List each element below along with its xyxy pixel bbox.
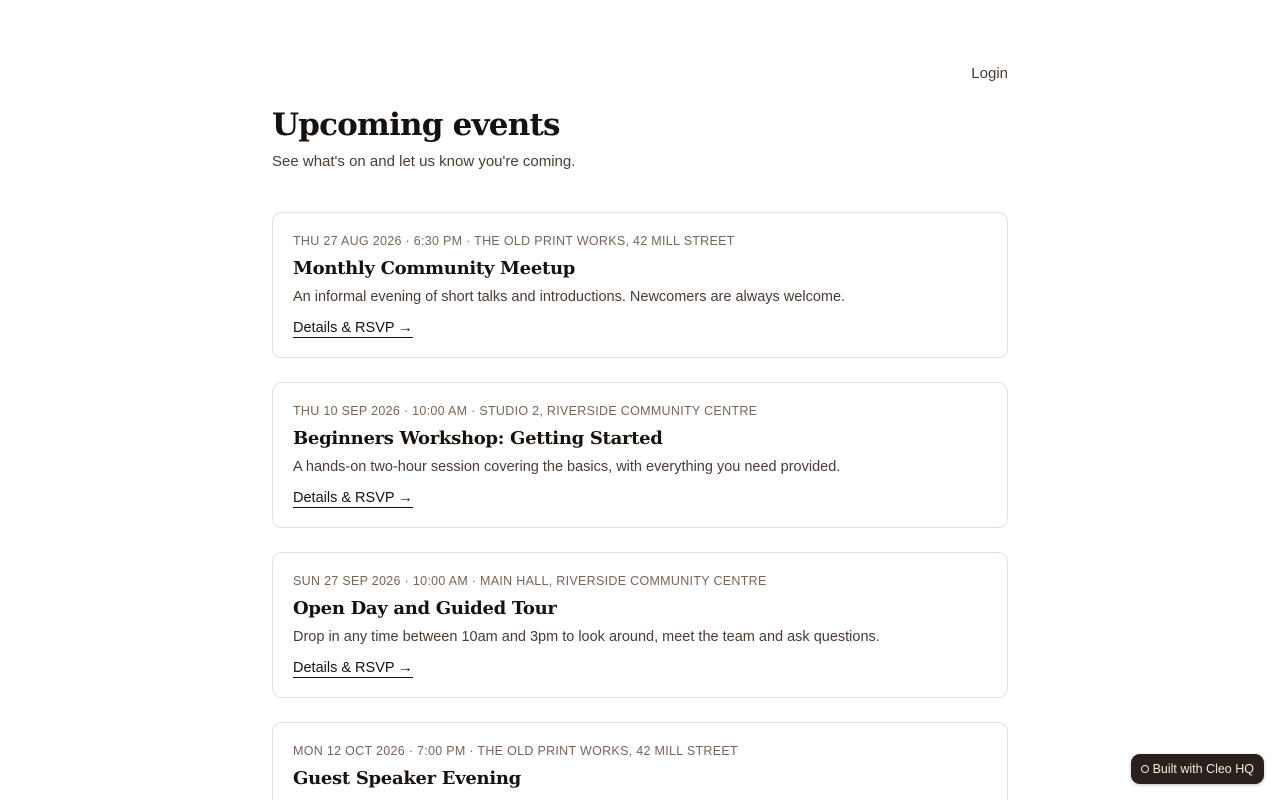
circle-icon [1141,765,1149,773]
event-title: Beginners Workshop: Getting Started [293,428,663,449]
details-rsvp-link[interactable]: Details & RSVP → [293,320,413,336]
event-card [272,552,1008,698]
event-card [272,722,1008,800]
event-meta: MON 12 OCT 2026 · 7:00 PM · THE OLD PRINT WORKS, 42 MILL STREET [293,744,738,758]
event-title: Guest Speaker Evening [293,768,521,789]
top-bar [272,0,1008,96]
page-container [272,0,1008,789]
page-title: Upcoming events [272,107,560,143]
event-meta: SUN 27 SEP 2026 · 10:00 AM · MAIN HALL, RIVERSIDE COMMUNITY CENTRE [293,574,767,588]
event-list [272,212,1008,800]
login-link[interactable]: Login [971,65,1008,82]
page-subtitle: See what's on and let us know you're coming. [272,153,576,170]
details-rsvp-link[interactable]: Details & RSVP → [293,490,413,506]
event-meta: THU 27 AUG 2026 · 6:30 PM · THE OLD PRINT WORKS, 42 MILL STREET [293,234,735,248]
event-description: A hands-on two-hour session covering the basics, with everything you need provided. [293,459,841,475]
event-description: An informal evening of short talks and introductions. Newcomers are always welcome. [293,289,846,305]
built-with-badge[interactable] [1131,754,1264,784]
event-meta: THU 10 SEP 2026 · 10:00 AM · STUDIO 2, RIVERSIDE COMMUNITY CENTRE [293,404,758,418]
event-card [272,382,1008,528]
event-title: Monthly Community Meetup [293,258,576,279]
event-card [272,212,1008,358]
event-title: Open Day and Guided Tour [293,598,557,619]
badge-label: Built with Cleo HQ [1152,762,1254,776]
details-rsvp-link[interactable]: Details & RSVP → [293,660,413,676]
event-description: Drop in any time between 10am and 3pm to look around, meet the team and ask questions. [293,629,880,645]
